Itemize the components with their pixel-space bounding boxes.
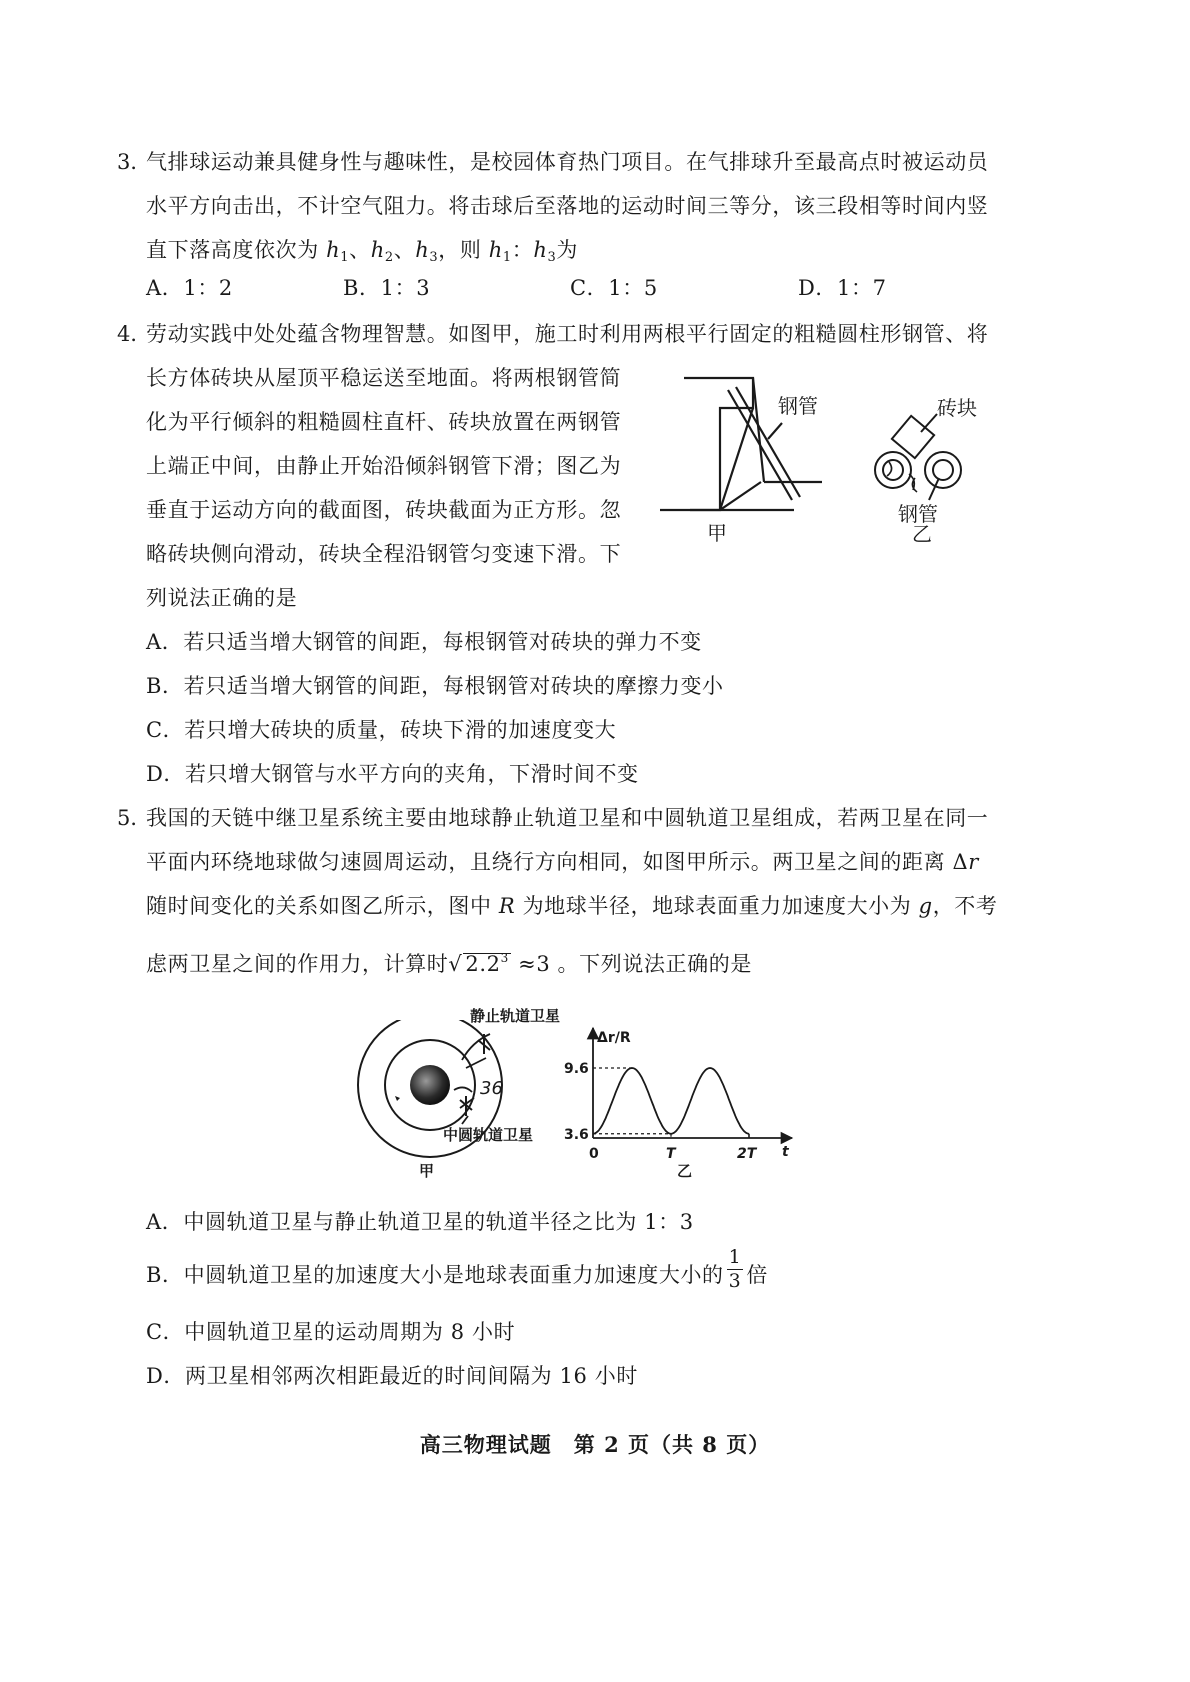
- pipe-label-leader: [929, 478, 939, 500]
- q3-option-a[interactable]: A．1：2: [146, 276, 233, 300]
- x-axis-label: t: [782, 1144, 789, 1160]
- q5-text-line1: 我国的天链中继卫星系统主要由地球静止轨道卫星和中圆轨道卫星组成，若两卫星在同一: [146, 806, 989, 830]
- q4-yi-brick-label: 砖块: [937, 396, 977, 420]
- q5-number: 5．: [117, 806, 152, 830]
- page-footer: 高三物理试题 第 2 页（共 8 页）: [419, 1432, 771, 1457]
- q3-option-c[interactable]: C．1：5: [570, 276, 658, 300]
- q5-option-c[interactable]: C．中圆轨道卫星的运动周期为 8 小时: [146, 1320, 516, 1344]
- q4-option-a[interactable]: A．若只适当增大钢管的间距，每根钢管对砖块的弹力不变: [146, 630, 702, 654]
- q3-number: 3．: [117, 150, 152, 174]
- q4-figure-jia: [650, 365, 840, 545]
- pipe-right-inner: [933, 460, 953, 480]
- q4-text-line5: 垂直于运动方向的截面图，砖块截面为正方形。忽: [146, 498, 622, 522]
- q5-text-line4: 虑两卫星之间的作用力，计算时√ $2.2^3 \approx 3$ 。下列说法正确的是: [146, 951, 752, 976]
- q5-meo-label: 中圆轨道卫星: [443, 1126, 534, 1144]
- handwritten-number: 36: [480, 1078, 503, 1099]
- q4-yi-caption: 乙: [912, 522, 932, 546]
- q5-jia-caption: 甲: [419, 1162, 435, 1180]
- sqrt-symbol: √: [448, 952, 463, 976]
- x-tick-label-2T: 2T: [737, 1146, 757, 1162]
- q5-option-d[interactable]: D．两卫星相邻两次相距最近的时间间隔为 16 小时: [146, 1364, 638, 1388]
- fraction: $\frac{1}{3}$: [728, 1246, 742, 1292]
- pipe-right-outer: [925, 452, 961, 488]
- q4-number: 4．: [117, 322, 152, 346]
- q4-text-line6: 略砖块侧向滑动，砖块全程沿钢管匀变速下滑。下: [146, 542, 622, 566]
- q4-option-c[interactable]: C．若只增大砖块的质量，砖块下滑的加速度变大: [146, 718, 617, 742]
- y-tick-label-max: 9.6: [564, 1061, 589, 1077]
- q5-yi-caption: 乙: [677, 1162, 693, 1180]
- q4-text-line4: 上端正中间，由静止开始沿倾斜钢管下滑；图乙为: [146, 454, 622, 478]
- q5-option-a[interactable]: A．中圆轨道卫星与静止轨道卫星的轨道半径之比为 1：3: [146, 1210, 694, 1234]
- series-line: [593, 1068, 749, 1134]
- q4-jia-caption: 甲: [707, 521, 727, 545]
- q4-text-line1: 劳动实践中处处蕴含物理智慧。如图甲，施工时利用两根平行固定的粗糙圆柱形钢管、将: [146, 322, 989, 346]
- q4-jia-pipe-label: 钢管: [778, 394, 818, 418]
- earth: [410, 1065, 450, 1105]
- brick-label-leader: [921, 414, 937, 432]
- direction-arrow: [395, 1096, 400, 1101]
- q3-option-d[interactable]: D．1：7: [798, 276, 887, 300]
- q3-text-line2: 水平方向击出，不计空气阻力。将击球后至落地的运动时间三等分，该三段相等时间内竖: [146, 194, 989, 218]
- q3-text-line3: 直下落高度依次为 $h_1$、$h_2$、$h_3$，则 $h_1$：$h_3$为: [146, 238, 578, 265]
- pipe-left-inner: [883, 460, 903, 480]
- y-tick-label-min: 3.6: [564, 1126, 589, 1143]
- q4-yi-pipe-label: 钢管: [898, 502, 938, 526]
- y-axis-label: Δr/R: [597, 1030, 631, 1046]
- x-tick-label-0: 0: [589, 1146, 599, 1162]
- q4-text-line2: 长方体砖块从屋顶平稳运送至地面。将两根钢管简: [146, 366, 622, 390]
- pipe-label-leader: [768, 423, 782, 439]
- q4-text-line7: 列说法正确的是: [146, 586, 298, 610]
- q3-option-b[interactable]: B．1：3: [343, 276, 431, 300]
- sqrt-radicand: $2.2^3$: [465, 951, 509, 976]
- q5-text-line2: 平面内环绕地球做匀速圆周运动，且绕行方向相同，如图甲所示。两卫星之间的距离 Δr: [146, 850, 979, 874]
- q5-geo-label: 静止轨道卫星: [470, 1007, 561, 1025]
- q5-figure-yi-chart: [560, 1020, 800, 1170]
- q4-text-line3: 化为平行倾斜的粗糙圆柱直杆、砖块放置在两钢管: [146, 410, 622, 434]
- q4-option-b[interactable]: B．若只适当增大钢管的间距，每根钢管对砖块的摩擦力变小: [146, 674, 724, 698]
- q5-option-b[interactable]: B．中圆轨道卫星的加速度大小是地球表面重力加速度大小的 $\frac{1}{3}$ 倍: [146, 1246, 768, 1292]
- q5-text-line3: 随时间变化的关系如图乙所示，图中 R 为地球半径，地球表面重力加速度大小为 g，不考: [146, 894, 998, 918]
- q4-option-d[interactable]: D．若只增大钢管与水平方向的夹角，下滑时间不变: [146, 762, 639, 786]
- q3-text-line1: 气排球运动兼具健身性与趣味性，是校园体育热门项目。在气排球升至最高点时被运动员: [146, 150, 989, 174]
- pipe-left-outer: [875, 452, 911, 488]
- x-tick-label-T: T: [666, 1146, 676, 1162]
